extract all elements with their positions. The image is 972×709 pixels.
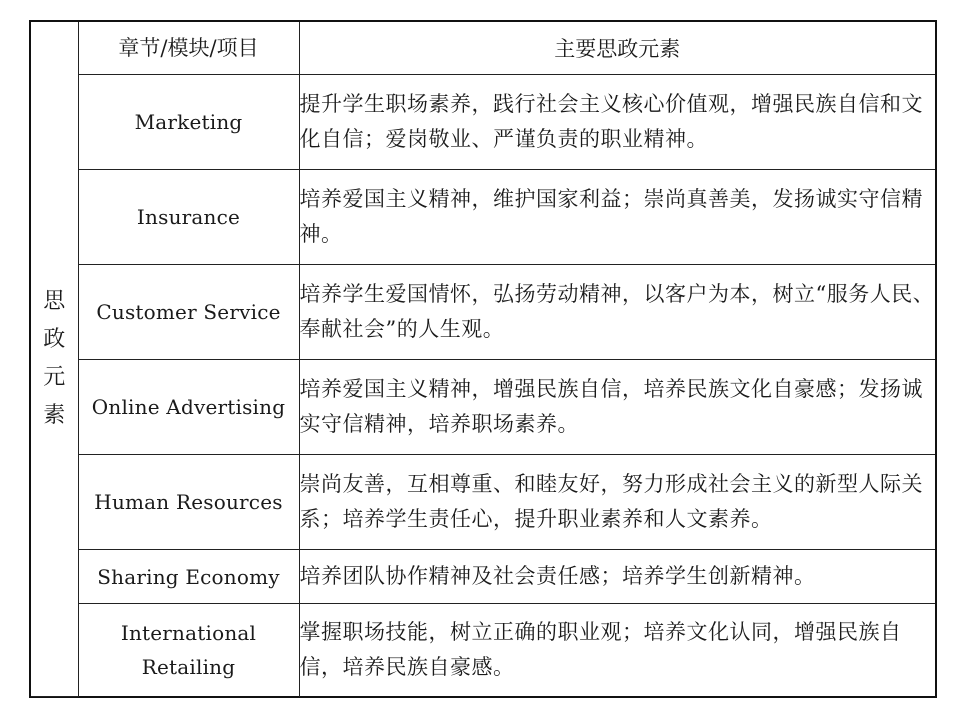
header-module: 章节/模块/项目 [78,22,299,75]
ideological-elements-table-frame [29,20,937,698]
side-label [31,289,78,429]
elements-cell: 崇尚友善，互相尊重、和睦友好，努力形成社会主义的新型人际关系；培养学生责任心，提升职业素养和人文素养。 [299,455,935,550]
module-name: Human Resources [94,490,283,514]
elements-cell: 培养团队协作精神及社会责任感；培养学生创新精神。 [299,550,935,604]
table-row [31,360,935,455]
module-name: Sharing Economy [97,564,280,589]
elements-cell: 培养学生爱国情怀，弘扬劳动精神，以客户为本，树立“服务人民、奉献社会”的人生观。 [299,265,935,360]
elements-cell: 提升学生职场素养，践行社会主义核心价值观，增强民族自信和文化自信；爱岗敬业、严谨负责的职业精神。 [299,75,935,170]
table-row [31,75,935,170]
elements-cell: 培养爱国主义精神，增强民族自信，培养民族文化自豪感；发扬诚实守信精神，培养职场素养。 [299,360,935,455]
ideological-elements-table [31,22,935,697]
side-label-char: 政 [43,327,66,352]
header-elements: 主要思政元素 [299,22,935,75]
module-cell [78,170,299,265]
table-row [31,604,935,697]
side-label-char: 思 [43,289,66,314]
module-name: International Retailing [120,621,257,680]
module-name: Online Advertising [91,395,286,419]
module-cell [78,75,299,170]
module-name: Marketing [134,110,243,134]
side-label-char: 素 [43,403,66,428]
module-cell [78,265,299,360]
module-cell [78,360,299,455]
module-cell [78,455,299,550]
table-row [31,550,935,604]
table-row [31,455,935,550]
module-name: Customer Service [96,300,281,324]
table-row [31,170,935,265]
elements-cell: 培养爱国主义精神，维护国家利益；崇尚真善美，发扬诚实守信精神。 [299,170,935,265]
side-label-char: 元 [43,365,66,390]
side-label-cell [31,22,78,697]
module-cell [78,604,299,697]
elements-cell: 掌握职场技能，树立正确的职业观；培养文化认同，增强民族自信，培养民族自豪感。 [299,604,935,697]
table-row [31,265,935,360]
table-header-row [31,22,935,75]
module-cell [78,550,299,604]
module-name: Insurance [136,205,241,229]
